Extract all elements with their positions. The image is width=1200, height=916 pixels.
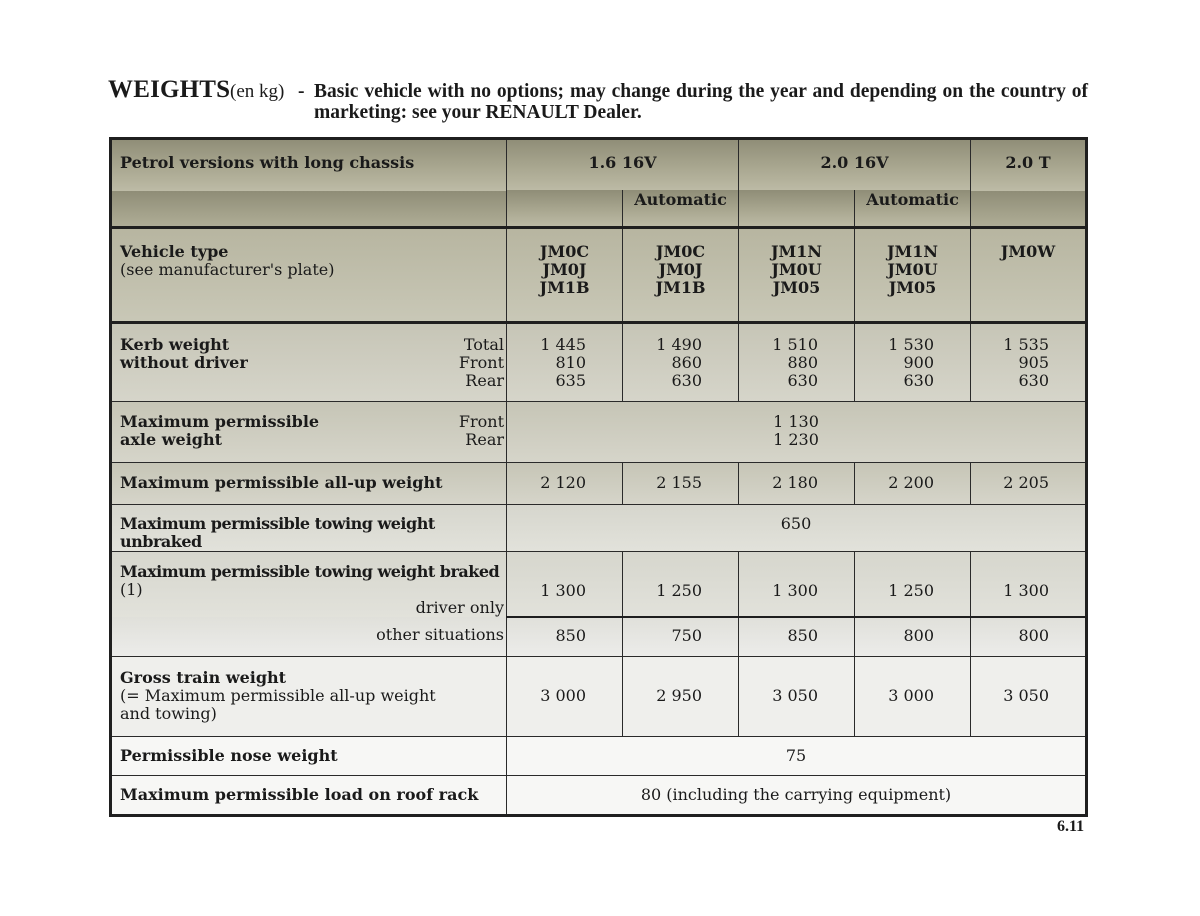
vehicle-type-code: JM1B [655, 278, 706, 297]
kerb-value: 1 445 [540, 335, 586, 354]
braked-sub-driver-only: driver only [415, 598, 504, 617]
vehicle-type-sublabel: (see manufacturer's plate) [120, 260, 335, 279]
braked-driver-value: 1 300 [507, 552, 623, 618]
towing-unbraked-row [111, 505, 1087, 552]
allup-label: Maximum permissible all-up weight [111, 463, 507, 505]
allup-value: 2 200 [855, 463, 971, 505]
allup-value: 2 180 [739, 463, 855, 505]
automatic-label-2: Automatic [855, 190, 971, 227]
weights-table [109, 137, 1088, 817]
axle-label-1: Maximum permissible [120, 412, 320, 431]
gross-sub-1: (= Maximum permissible all-up weight [120, 686, 436, 705]
kerb-value: 1 535 [1003, 335, 1049, 354]
braked-other-value: 850 [739, 617, 855, 657]
roof-rack-row [111, 776, 1087, 816]
vehicle-type-code: JM0C [539, 242, 590, 261]
gross-label: Gross train weight [120, 668, 287, 687]
vehicle-type-code: JM1N [886, 242, 939, 261]
towing-braked-row [111, 552, 1087, 618]
gross-value: 2 950 [623, 657, 739, 737]
kerb-label-1: Kerb weight [120, 335, 230, 354]
kerb-value: 1 490 [656, 335, 702, 354]
kerb-weight-row [111, 323, 1087, 402]
roof-value: 80 (including the carrying equipment) [507, 776, 1087, 816]
heading-description-block [298, 81, 1088, 123]
kerb-value: 635 [555, 371, 586, 390]
braked-driver-value: 1 250 [855, 552, 971, 618]
axle-value-front: 1 130 [773, 412, 819, 431]
vehicle-type-code: JM05 [772, 278, 821, 297]
roof-label: Maximum permissible load on roof rack [111, 776, 507, 816]
gross-value: 3 050 [971, 657, 1087, 737]
vehicle-type-code: JM0U [887, 260, 938, 279]
nose-weight-row [111, 737, 1087, 776]
kerb-value: 630 [787, 371, 818, 390]
braked-driver-value: 1 300 [739, 552, 855, 618]
kerb-value: 900 [903, 353, 934, 372]
kerb-value: 860 [671, 353, 702, 372]
engine-group-2: 2.0 16V [739, 139, 971, 191]
axle-sub-rear: Rear [465, 430, 504, 449]
kerb-label-2: without driver [120, 353, 248, 372]
kerb-value: 630 [1018, 371, 1049, 390]
kerb-value: 810 [555, 353, 586, 372]
page-number: 6.11 [1057, 818, 1085, 835]
vehicle-type-code: JM0J [542, 260, 587, 279]
allup-value: 2 205 [971, 463, 1087, 505]
braked-driver-value: 1 250 [623, 552, 739, 618]
axle-value-rear: 1 230 [773, 430, 819, 449]
braked-other-value: 850 [507, 617, 623, 657]
axle-label-2: axle weight [120, 430, 222, 449]
kerb-value: 630 [903, 371, 934, 390]
axle-weight-row [111, 402, 1087, 463]
engine-group-1: 1.6 16V [507, 139, 739, 191]
gross-value: 3 000 [855, 657, 971, 737]
gross-train-row [111, 657, 1087, 737]
gross-value: 3 000 [507, 657, 623, 737]
kerb-value: 905 [1018, 353, 1049, 372]
vehicle-type-code: JM05 [888, 278, 937, 297]
braked-sub-other: other situations [111, 617, 507, 657]
table-header-row [111, 139, 1087, 191]
kerb-value: 630 [671, 371, 702, 390]
engine-group-3: 2.0 T [971, 139, 1087, 228]
gross-value: 3 050 [739, 657, 855, 737]
towing-braked-other-row [111, 617, 1087, 657]
nose-label: Permissible nose weight [111, 737, 507, 776]
axle-sub-front: Front [458, 412, 504, 431]
vehicle-type-code: JM0C [655, 242, 706, 261]
heading-description: Basic vehicle with no options; may change during the year and depending on the country of marketing: see your RENAULT Dealer. [314, 81, 1088, 123]
automatic-label-1: Automatic [623, 190, 739, 227]
gross-sub-2: and towing) [120, 704, 217, 723]
heading-dash: - [298, 81, 305, 102]
unbraked-value: 650 [507, 505, 1087, 552]
unbraked-label: Maximum permissible towing weight unbraked [111, 505, 507, 552]
allup-value: 2 120 [507, 463, 623, 505]
kerb-sub-rear: Rear [465, 371, 504, 390]
header-label: Petrol versions with long chassis [111, 139, 507, 228]
kerb-sub-total: Total [463, 335, 504, 354]
vehicle-type-code: JM1B [539, 278, 590, 297]
heading-unit: (en kg) [230, 81, 285, 102]
allup-weight-row [111, 463, 1087, 505]
kerb-sub-front: Front [458, 353, 504, 372]
vehicle-type-row [111, 228, 1087, 323]
allup-value: 2 155 [623, 463, 739, 505]
nose-value: 75 [507, 737, 1087, 776]
braked-other-value: 800 [971, 617, 1087, 657]
heading-title: WEIGHTS [108, 76, 231, 103]
vehicle-type-code: JM0U [771, 260, 822, 279]
vehicle-type-code: JM0W [1000, 242, 1056, 261]
braked-label: Maximum permissible towing weight braked [120, 562, 500, 581]
kerb-value: 1 510 [772, 335, 818, 354]
braked-other-value: 750 [623, 617, 739, 657]
braked-other-value: 800 [855, 617, 971, 657]
braked-driver-value: 1 300 [971, 552, 1087, 618]
braked-note: (1) [120, 580, 143, 599]
vehicle-type-code: JM1N [770, 242, 823, 261]
vehicle-type-label: Vehicle type [120, 242, 229, 261]
vehicle-type-code: JM0J [658, 260, 703, 279]
kerb-value: 880 [787, 353, 818, 372]
kerb-value: 1 530 [888, 335, 934, 354]
